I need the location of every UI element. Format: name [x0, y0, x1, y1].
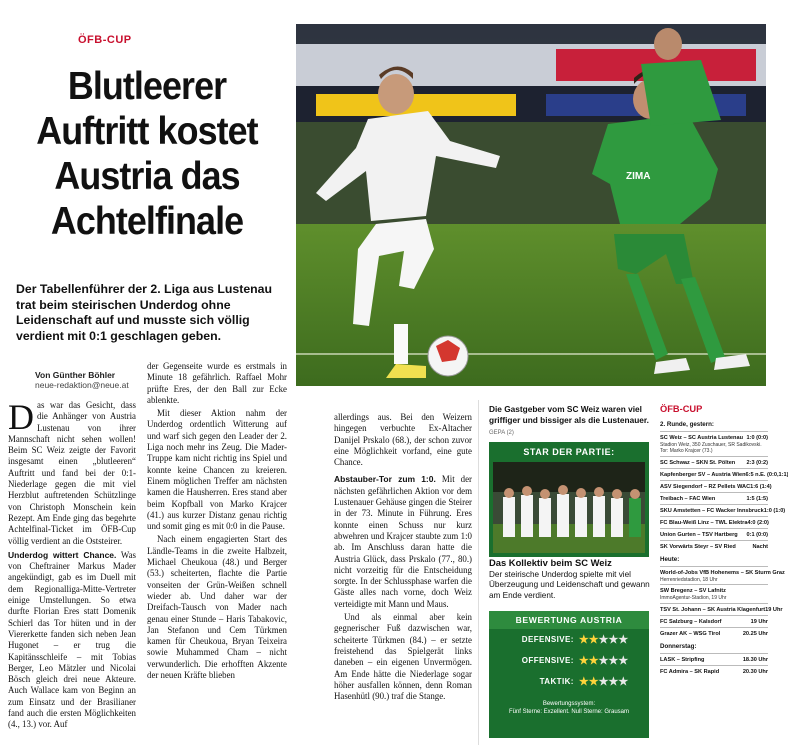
- match-entry: [660, 456, 768, 468]
- match-entry: [660, 653, 768, 665]
- star-headline: Das Kollektiv beim SC Weiz: [489, 557, 612, 568]
- star-icon: ★: [588, 634, 599, 646]
- star-icon: ★: [598, 634, 609, 646]
- match-teams: TSV St. Johann – SK Austria Klagenfurt: [660, 606, 766, 613]
- match-time: 19 Uhr: [765, 606, 783, 613]
- upcoming-list: [660, 566, 785, 639]
- star-icon: ★: [578, 655, 589, 667]
- photo-credit: GEPA (2): [489, 430, 514, 436]
- match-score: 4:0 (2:0): [747, 519, 769, 526]
- match-entry: [660, 584, 768, 602]
- rating-row: [489, 671, 649, 692]
- match-time: 18.30 Uhr: [742, 656, 768, 663]
- rating-legend-text: Fünf Sterne: Exzellent. Null Sterne: Grausam: [508, 709, 630, 715]
- match-teams: FC Salzburg – Kalsdorf: [660, 618, 722, 625]
- article-column-1: [8, 397, 136, 731]
- match-entry: [660, 431, 768, 456]
- caption-text: Die Gastgeber vom SC Weiz waren viel griffiger und bissiger als die Lustenauer.: [489, 404, 649, 425]
- team-photo: [493, 462, 645, 553]
- match-entry: [660, 615, 768, 627]
- match-teams: SC Weiz – SC Austria Lustenau: [660, 435, 743, 441]
- match-detail: Herrenriedstadion, 18 Uhr: [660, 576, 718, 583]
- lead-paragraph: Der Tabellenführer der 2. Liga aus Lustenau trat beim steirischen Underdog ohne Leidenschaft auf und musste sich völlig verdient mit 0:1 geschlagen geben.: [16, 282, 273, 343]
- match-entry: [660, 665, 768, 677]
- svg-text:ZIMA: ZIMA: [626, 171, 651, 182]
- match-teams: FC Blau-Weiß Linz – TWL Elektra: [660, 519, 748, 526]
- star-of-match-title: STAR DER PARTIE:: [523, 447, 615, 457]
- match-score: 1:0 (1:0): [763, 507, 786, 514]
- subheading: Underdog wittert Chance.: [8, 549, 117, 560]
- match-score: 0:1 (0:0): [746, 531, 768, 538]
- article-column-2: [147, 361, 287, 681]
- star-icon: ★: [598, 676, 609, 688]
- drop-cap: D: [8, 397, 34, 437]
- star-icon: ★: [578, 676, 589, 688]
- match-entry: [660, 516, 768, 528]
- today-label: Heute:: [660, 555, 680, 563]
- headline-line: Achtelfinale: [50, 200, 244, 243]
- paragraph: Mit der nächsten gefährlichen Aktion vor dem Lustenauer Gehäuse gingen die Steirer in der 73. Minute in Führung. Eres konnte einen Schuss nur kurz abwehren und Krajcer staubte zum 1:0 ab. Im Anschluss daran hatte die Austria Glück, dass Prskalo (77., 80.) nicht vorzeitig für die Entscheidung sorgte. In der Schlussphase warfen die Gäste alles nach vorne, doch Weiz verteidigte mit Mann und Maus.: [334, 474, 473, 609]
- match-teams: SKU Amstetten – FC Wacker Innsbruck: [660, 507, 764, 514]
- headline-line: Austria das: [54, 155, 240, 198]
- star-icon: ★: [618, 655, 629, 667]
- author-email: neue-redaktion@neue.at: [35, 380, 129, 390]
- match-teams: LASK – Stripfing: [660, 656, 705, 663]
- subheading: Abstauber-Tor zum 1:0.: [334, 474, 436, 485]
- results-title: ÖFB-CUP: [660, 404, 703, 414]
- rating-title: BEWERTUNG AUSTRIA: [489, 611, 649, 629]
- match-entry: [660, 468, 788, 480]
- match-score: 1:6 (1:4): [750, 483, 772, 490]
- paragraph: allerdings aus. Bei den Weizern hingegen verbuchte Ex-Altacher Danijel Prskalo (68.), der schon zuvor eine Möglichkeit vorfand, eine gute Chance.: [334, 412, 472, 468]
- star-description: Der steirische Underdog spielte mit viel Überzeugung und Leidenschaft und gewann am Ende verdient.: [489, 569, 650, 600]
- match-entry: [660, 504, 786, 516]
- paragraph: der Gegenseite wurde es erstmals in Minute 18 gefährlich. Raffael Mohr prüfte Eres, der den Ball zur Ecke ablenkte.: [147, 361, 287, 405]
- rating-label: TAKTIK:: [539, 677, 574, 686]
- match-score: 1:0 (0:0): [746, 435, 768, 441]
- team-photo-illustration: [493, 462, 645, 553]
- author-byline: [35, 370, 129, 390]
- cup-results-sidebar: [660, 404, 788, 677]
- match-detail: ImmoAgentur-Stadion, 19 Uhr: [660, 595, 727, 602]
- paragraph: Was von Cheftrainer Markus Mader angekündigt, gab es im Duell mit dem Regionalliga-Mitte-Vertreter einige Umstellungen. So etwa durfte Florian Eres statt Domenik Schierl das Tor hüten und in der Viererkette fanden sich neben Jean Hugonet – er trug die Kapitänsschleife – mit Tobias Berger, Leo Mätzler und Nicolai Bösch gleich drei neue Akteure. Auch Wallace kam von Beginn an zum Einsatz und der Brasilianer fand auch die ersten Möglichkeiten (4., 13.) vor. Auf: [8, 549, 136, 730]
- rating-legend: [489, 700, 649, 716]
- match-score: 6:5 n.E. (0:0,1:1): [745, 471, 788, 478]
- thursday-list: [660, 653, 768, 677]
- match-detail: Stadion Weiz, 350 Zuschauer, SR Sadikovski. Tor: Marko Krajcer (73.): [660, 442, 762, 455]
- match-entry: [660, 566, 785, 584]
- match-teams: FC Admira – SK Rapid: [660, 668, 720, 675]
- star-icon: ★: [588, 655, 599, 667]
- thursday-label: Donnerstag:: [660, 642, 697, 650]
- match-time: 20.30 Uhr: [742, 668, 768, 675]
- rating-label: OFFENSIVE:: [521, 656, 574, 665]
- headline-line: Blutleerer: [67, 65, 227, 108]
- match-entry: [660, 528, 768, 540]
- match-time: 19 Uhr: [750, 618, 768, 625]
- match-teams: ASV Siegendorf – RZ Pellets WAC: [660, 483, 751, 490]
- rating-label: DEFENSIVE:: [521, 635, 574, 644]
- star-icon: ★: [578, 634, 589, 646]
- paragraph: as war das Gesicht, dass die Anhänger von Austria Lustenau von ihrer Mannschaft nicht sehen wollen! Beim SC Weiz zeigte der Favorit insgesamt einen „blutleeren“ Auftritt und fand bei der 0:1-Niederlage gegen die mit viel Herzblut auftretenden Schützlinge von Christoph Monschein kein Rezept. Am Ende ging das begehrte Achtelfinal-Ticket im ÖFB-Cup völlig verdient an die Oststeirer.: [8, 400, 136, 546]
- star-icon: ★: [618, 634, 629, 646]
- paragraph: Mit dieser Aktion nahm der Underdog ordentlich Witterung auf und warf sich gegen den Leader der 2. Liga noch mehr ins Zeug. Die Mader-Truppe kam nicht richtig ins Spiel und konnte keine Chancen zu kreieren. Einem möglichen Treffer am nächsten kamen die Hausherren. Eres stand aber beim Kopfball von Marko Krajcer (41.) aus kurzer Distanz genau richtig und somit ging es mit 0:0 in die Pause.: [147, 408, 287, 532]
- match-time: 20.25 Uhr: [742, 630, 768, 637]
- match-list: [660, 431, 788, 552]
- star-icon: ★: [588, 676, 599, 688]
- match-score: Nacht: [752, 543, 768, 550]
- section-kicker: ÖFB-CUP: [78, 34, 132, 46]
- match-score: 2:3 (0:2): [746, 459, 768, 466]
- star-icon: ★: [618, 676, 629, 688]
- results-round: 2. Runde, gestern:: [660, 421, 714, 428]
- match-teams: Treibach – FAC Wien: [660, 495, 716, 502]
- rating-row: [489, 629, 649, 650]
- star-icon: ★: [598, 655, 609, 667]
- paragraph: Und als einmal aber kein gegnerischer Fuß dazwischen war, scheiterte Türkmen (84.) – er setzte freistehend das Spielgerät links daneben – ein eigenen Unvermögen. Am Ende hätte die Niederlage sogar höher ausfallen können, denn Roman Hasenhütl (90.) traf die Stange.: [334, 612, 472, 702]
- star-of-match-box: [489, 442, 649, 557]
- article-headline: [19, 64, 275, 244]
- match-teams: SW Bregenz – SV Lafnitz: [660, 588, 726, 595]
- match-teams: SC Schwaz – SKN St. Pölten: [660, 459, 736, 466]
- match-teams: Union Gurten – TSV Hartberg: [660, 531, 738, 538]
- match-teams: World-of-Jobs VfB Hohenems – SK Sturm Graz: [660, 569, 785, 576]
- match-teams: Kapfenberger SV – Austria Wien: [660, 471, 746, 478]
- match-entry: [660, 627, 768, 639]
- match-teams: SK Vorwärts Steyr – SV Ried: [660, 543, 736, 550]
- star-icon: ★: [608, 655, 619, 667]
- match-photo: [296, 24, 766, 386]
- match-photo-illustration: [296, 24, 766, 386]
- match-teams: Grazer AK – WSG Tirol: [660, 630, 721, 637]
- star-of-match-text: [489, 558, 651, 601]
- rating-row: [489, 650, 649, 671]
- match-entry: [660, 540, 768, 552]
- match-entry: [660, 603, 783, 615]
- paragraph: Nach einem engagierten Start des Ländle-Teams in die zweite Halbzeit, Michael Cheukoua (48.) und Berger (53.) scheiterten, flachte die Partie vonseiten der Grün-Weißen schnell wieder ab. Und daher war der Dreifach-Tausch von Mader nach genau einer Stunde – Haris Tabakovic, Jan Stefanon und Cem Türkmen kamen für Cheukoua, Bryan Teixeira sowie Muhammed Cham – nicht verwunderlich. Die erhofften Akzente der neuen Kräfte blieben: [147, 534, 287, 681]
- match-entry: [660, 492, 768, 504]
- photo-caption: [489, 404, 649, 439]
- team-rating-box: [489, 611, 649, 738]
- article-column-3: [334, 412, 472, 702]
- column-divider: [478, 400, 479, 745]
- headline-line: Auftritt kostet: [36, 110, 258, 153]
- star-icon: ★: [608, 676, 619, 688]
- match-entry: [660, 480, 772, 492]
- rating-legend-title: Bewertungssystem:: [542, 701, 596, 707]
- rating-rows: [489, 629, 649, 692]
- star-icon: ★: [608, 634, 619, 646]
- author-name: Von Günther Böhler: [35, 370, 116, 380]
- match-score: 1:5 (1:5): [746, 495, 768, 502]
